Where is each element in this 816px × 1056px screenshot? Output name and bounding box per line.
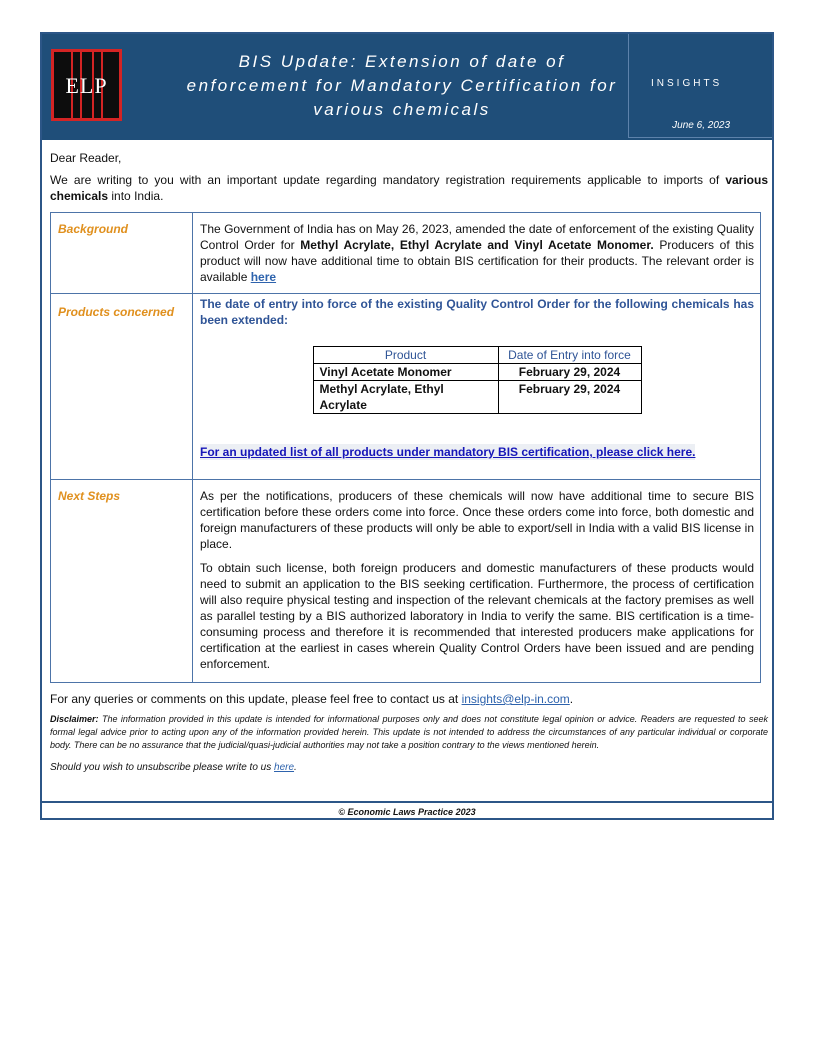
product-date: February 29, 2024 [498,381,641,414]
next-steps-paragraph-1: As per the notifications, producers of these chemicals will now have additional time to secure BIS certification before these orders come into force. Once these orders come into force, both domestic and foreign manufacturers of these products will only be able to export/sell in India with a valid BIS license in place. [200,489,754,551]
disclaimer: Disclaimer: The information provided in this update is intended for informational purposes only and does not constitute legal opinion or advice. Readers are requested to seek formal legal advice prior to acting upon any of the information provided herein. This update is not intended to address the circumstances of any particular individual or corporate body. There can be no assurance that the judicial/quasi-judicial authorities may not take a position contrary to the views mentioned herein. [50,714,768,750]
products-label: Products concerned [51,294,193,480]
unsubscribe-line: Should you wish to unsubscribe please write to us here. [50,762,297,773]
footer-copyright: © Economic Laws Practice 2023 [42,801,772,822]
products-row [51,294,761,480]
background-label: Background [51,213,193,294]
page-title: BIS Update: Extension of date of enforcement for Mandatory Certification for various chemicals [186,52,618,119]
products-intro: The date of entry into force of the existing Quality Control Order for the following chemicals has been extended: [200,297,754,327]
salutation: Dear Reader, [50,151,122,165]
insights-label: INSIGHTS [651,78,723,89]
product-date: February 29, 2024 [498,364,641,381]
disclaimer-label: Disclaimer: [50,714,99,724]
order-link[interactable]: here [250,270,277,284]
contact-email-link[interactable]: insights@elp-in.com [461,692,570,706]
document-frame [40,32,774,820]
header-banner [42,34,772,140]
bis-products-list-link[interactable]: For an updated list of all products under mandatory BIS certification, please click here. [200,445,696,459]
background-products-bold: Methyl Acrylate, Ethyl Acrylate and Vinyl Acetate Monomer. [300,238,654,252]
contact-line: For any queries or comments on this update, please feel free to contact us at insights@elp-in.com. [50,692,574,706]
logo-text: ELP [65,73,108,98]
background-text: The Government of India has on May 26, 2023, amended the date of enforcement of the existing Quality Control Order for Methyl Acrylate, Ethyl Acrylate and Vinyl Acetate Monomer. Producers of this product will now have additional time to obtain BIS certification for their products. The relevant order is available here [193,213,761,294]
content-body [50,150,768,776]
table-row [313,364,641,381]
header-product: Product [313,347,498,364]
product-name: Vinyl Acetate Monomer [313,364,498,381]
elp-logo [51,49,122,121]
products-cell [193,294,761,480]
unsubscribe-link[interactable]: here [274,762,295,773]
table-row [313,381,641,414]
products-table [313,346,642,414]
header-date: Date of Entry into force [498,347,641,364]
product-name: Methyl Acrylate, Ethyl Acrylate [313,381,498,414]
products-table-header [313,347,641,364]
next-steps-label: Next Steps [51,480,193,683]
next-steps-text [193,480,761,683]
publication-date: June 6, 2023 [672,120,730,131]
next-steps-row [51,480,761,683]
next-steps-paragraph-2: To obtain such license, both foreign producers and domestic manufacturers of these products would need to submit an application to the BIS seeking certification. Furthermore, the process of certification will also require physical testing and inspection of the relevant chemicals at the factory premises as well as parallel testing by a BIS authorized laboratory in India to verify the same. BIS certification is a time-consuming process and therefore it is recommended that interested producers make applications for certification at the earliest in cases wherein Quality Control Orders have been issued and are pending enforcement. [200,561,754,671]
background-row [51,213,761,294]
intro-paragraph: We are writing to you with an important update regarding mandatory registration requirements applicable to imports of various chemicals into India. [50,173,768,203]
update-table [50,212,761,683]
intro-bold: various chemicals [50,173,768,203]
